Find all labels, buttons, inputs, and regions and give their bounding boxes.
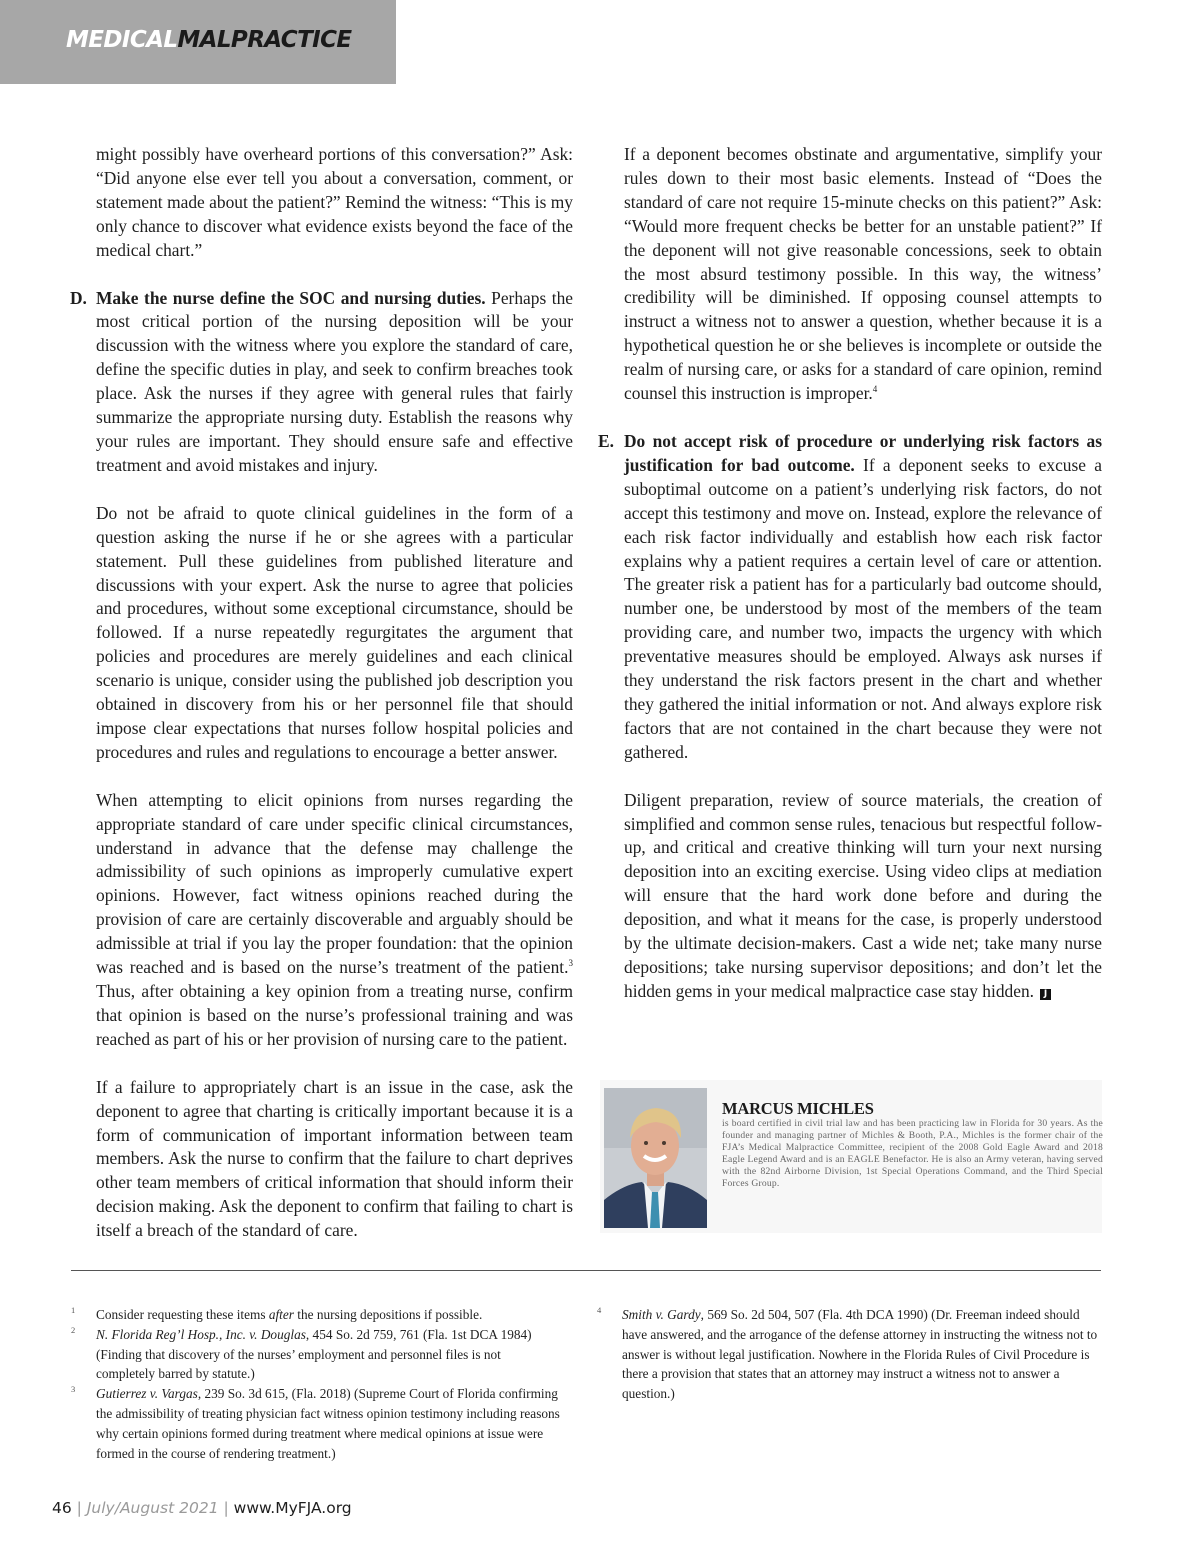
footnote-number: 3	[71, 1384, 76, 1395]
list-item-d	[70, 287, 573, 478]
paragraph: might possibly have overheard portions of this conversation?” Ask: “Did anyone else ever tell you about a conversation, comment, or statement made about the patient?” Remind the witness: “This is my only chance to discover what evidence exists beyond the face of the medical chart.”	[96, 144, 573, 260]
author-portrait-icon	[604, 1088, 707, 1228]
issue-date: July/August 2021	[86, 1499, 219, 1517]
footnote-ref: 3	[568, 958, 573, 969]
paragraph: When attempting to elicit opinions from nurses regarding the appropriate standard of care under specific clinical circumstances, understand in advance that the defense may challenge the admissibility of such opinions as improperly cumulative expert opinions. However, fact witness opinions reached during the provision of care are certainly discoverable and arguably should be admissible at trial if you lay the proper foundation: that the opinion was reached and is based on the nurse’s treatment of the patient.$^3$ Thus, after obtaining a key opinion from a treating nurse, confirm that opinion is based on the nurse’s professional training and was reached as part of his or her provision of nursing care to the patient.	[96, 789, 573, 1049]
paragraph: Diligent preparation, review of source materials, the creation of simplified and common sense rules, tenacious but respectful follow-up, and critical and creative thinking will turn your next nursing deposition into an exciting exercise. Using video clips at mediation will ensure that the hard work done before and during the deposition, and what it means for the case, is properly understood by the ultimate decision-makers. Cast a wide net; take many nurse depositions; take nursing supervisor depositions; and don’t let the hidden gems in your medical malpractice case stay hidden. J	[624, 789, 1102, 1001]
footnote-number: 4	[597, 1305, 602, 1315]
end-of-article-icon: J	[1040, 989, 1051, 1000]
author-photo	[604, 1088, 707, 1228]
page-number: 46	[52, 1499, 72, 1517]
footnote: 3 Gutierrez v. Vargas, 239 So. 3d 615, (Fla. 2018) (Supreme Court of Florida confirming the admissibility of treating physician fact witness opinion testimony including reasons why certain opinions formed during treatment where medical opinions at issue were formed in the course of rendering treatment.)	[96, 1384, 561, 1463]
item-letter: E.	[598, 430, 614, 451]
author-bio: is board certified in civil trial law and has been practicing law in Florida for 30 years. As the founder and managing partner of Michles & Booth, P.A., Michles is the former chair of the FJA’s Medical Malpractice Committee, recipient of the 2008 Gold Eagle Award and 2018 Eagle Legend Award and is an EAGLE Benefactor. He is also an Army veteran, having served with the 82nd Airborne Division, 1st Special Operations Command, and the Third Special Forces Group.	[722, 1118, 1103, 1189]
author-name: MARCUS MICHLES	[722, 1099, 874, 1118]
item-heading: Do not accept risk of procedure or underlying risk factors as justification for bad outcome.	[624, 430, 1102, 475]
page-footer: 46 | July/August 2021 | www.MyFJA.org	[52, 1499, 352, 1517]
footnote: 1 Consider requesting these items after the nursing depositions if possible.	[96, 1305, 561, 1325]
item-body: If a deponent seeks to excuse a suboptimal outcome on a patient’s underlying risk factors, do not accept this testimony and move on. Instead, explore the relevance of each risk factor individually and establish how each risk factor explains why a patient requires a certain level of care or attention. The greater risk a patient has for a particularly bad outcome should, number one, be understood by most of the members of the team providing care, and number two, impacts the urgency with which preventative measures should be employed. Always ask nurses if they understand the risk factors present in the chart and whether they gathered the initial information or not. And always explore risk factors that are not contained in the chart because they were not gathered.	[624, 454, 1102, 762]
list-item-e	[598, 430, 1102, 765]
footnote: 2 N. Florida Reg’l Hosp., Inc. v. Douglas, 454 So. 2d 759, 761 (Fla. 1st DCA 1984) (Finding that discovery of the nurses’ employment and personnel files is not completely barred by statute.)	[96, 1325, 561, 1384]
footnote-divider	[71, 1270, 1101, 1271]
footnote-ref: 4	[872, 384, 878, 395]
paragraph: If a failure to appropriately chart is an issue in the case, ask the deponent to agree that charting is critically important because it is a form of communication of important information between team members. Ask the nurse to confirm that the failure to chart deprives other team members of critical information that should inform their decision making. Ask the deponent to confirm that failing to chart is itself a breach of the standard of care.	[96, 1076, 573, 1241]
paragraph: Do not be afraid to quote clinical guidelines in the form of a question asking the nurse if he or she agrees with a particular statement. Pull these guidelines from published literature and discussions with your expert. Ask the nurse to agree that policies and procedures, without some exceptional circumstance, should be followed. If a nurse repeatedly regurgitates the argument that policies and procedures are merely guidelines and each clinical scenario is unique, consider using the published job description you obtained in discovery from his or her personnel file that should impose clear expectations that nurses follow hospital policies and procedures and rules and regulations to encourage a better answer.	[96, 502, 573, 762]
footnote: 4 Smith v. Gardy, 569 So. 2d 504, 507 (Fla. 4th DCA 1990) (Dr. Freeman indeed should have answered, and the arrogance of the defense attorney in instructing the witness not to answer is without legal justification. Nowhere in the Florida Rules of Civil Procedure is there a provision that states that an attorney may instruct a witness not to answer a question.)	[622, 1305, 1100, 1404]
footnotes-left	[71, 1305, 561, 1463]
section-title: MEDICALMALPRACTICE	[66, 27, 352, 53]
right-column	[598, 143, 1102, 1028]
item-letter: D.	[70, 287, 87, 308]
section-header-bar	[0, 0, 396, 84]
footnotes-right	[597, 1305, 1100, 1404]
footnote-number: 1	[71, 1305, 76, 1315]
item-body: Perhaps the most critical portion of the nursing deposition will be your discussion with the witness where you explore the standard of care, define the specific duties in play, and seek to confirm breaches took place. Ask the nurses if they agree with general rules that fairly summarize the appropriate nursing duty. Establish the reasons why your rules are important. They should ensure safe and effective treatment and avoid mistakes and injury.	[96, 287, 573, 475]
item-heading: Make the nurse define the SOC and nursing duties.	[96, 287, 486, 308]
left-column	[70, 143, 573, 1267]
footnote-number: 2	[71, 1324, 76, 1335]
website-url: www.MyFJA.org	[233, 1499, 352, 1517]
paragraph: If a deponent becomes obstinate and argumentative, simplify your rules down to their most basic elements. Instead of “Does the standard of care not require 15-minute checks on this patient?” Ask: “Would more frequent checks be better for an unstable patient?” If the deponent will not give reasonable concessions, seek to obtain the most absurd testimony possible. In this way, the witness’ credibility will be diminished. If opposing counsel attempts to instruct a witness not to answer a question, whether because it is a hypothetical question he or she believes is incomplete or outside the realm of nursing care, or asks for a standard of care opinion, remind counsel this instruction is improper.$^4$	[624, 144, 1102, 404]
author-bio-box	[600, 1080, 1102, 1233]
